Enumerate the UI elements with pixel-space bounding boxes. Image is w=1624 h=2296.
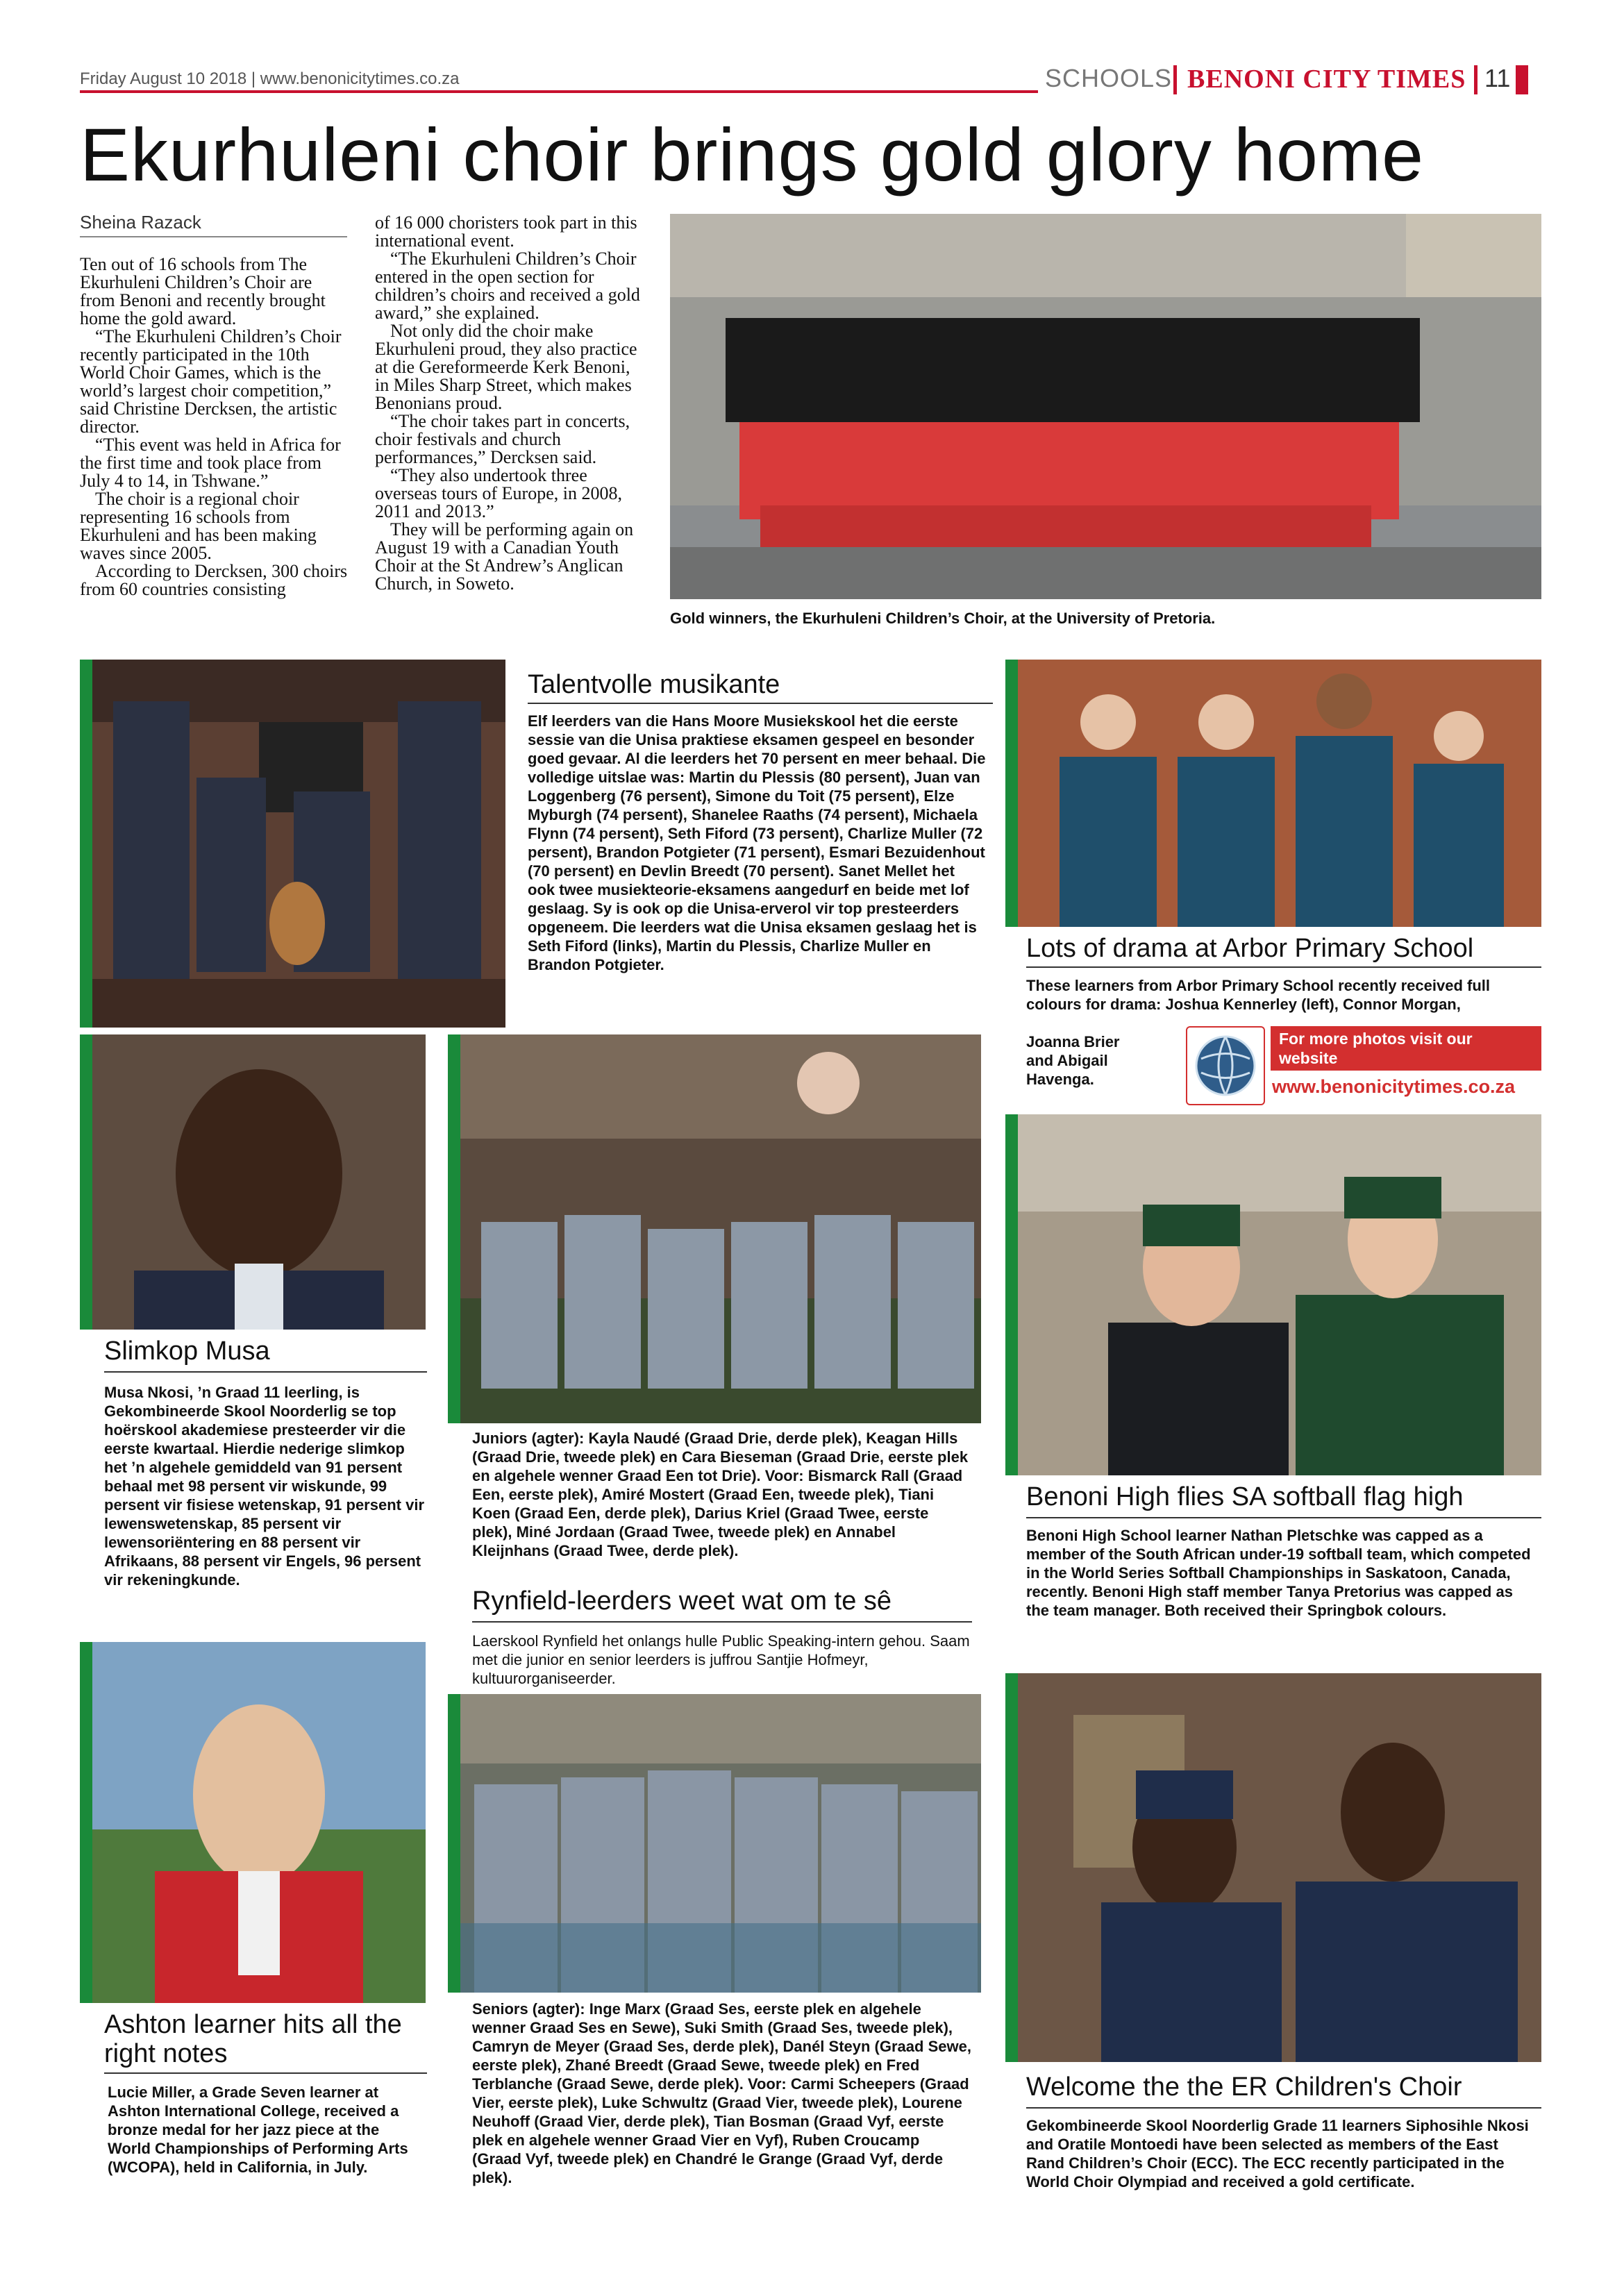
article-paragraph: “The Ekurhuleni Children’s Choir entered in the open section for children’s choirs and received a gold award,” she explained. [375,249,640,323]
rynfield-juniors-photo [460,1034,981,1423]
musa-body: Musa Nkosi, ’n Graad 11 leerling, is Gekombineerde Skool Noorderlig se top hoërskool akademiese presteerder vir die eerste kwartaal. Hierdie nederige slimkop het ’n algehele gemiddeld van 91 persent behaal met 98 persent vir wiskunde, 99 persent vir fisiese wetenskap, 91 persent vir lewenswetenskap, 85 persent vir lewensoriëntering en 88 persent vir Afrikaans, 88 persent vir Engels, 96 persent vir rekeningkunde. [104,1384,425,1589]
article-paragraph: Not only did the choir make Ekurhuleni proud, they also practice at die Gereformeerde Kerk Benoni, in Miles Sharp Street, which makes Benonians proud. [375,321,637,413]
ashton-body: Lucie Miller, a Grade Seven learner at Ashton International College, received a bronze medal for her jazz piece at the World Championships of Performing Arts (WCOPA), held in California, in July. [108,2084,408,2176]
byline-rule [80,236,347,237]
header-rule [80,90,1038,93]
page-number: 11 [1484,64,1511,92]
story-rule [1026,1517,1541,1518]
softball-photo-illustration [1018,1114,1541,1475]
softball-photo [1018,1114,1541,1475]
rynfield-intro: Laerskool Rynfield het onlangs hulle Public Speaking-intern gehou. Saam met die junior en senior leerders is juffrou Santjie Hofmeyr, kultuurorganiseerder. [472,1632,970,1687]
section-label: SCHOOLS [1045,64,1173,92]
story-rule [528,703,993,704]
promo-banner[interactable]: For more photos visit our website [1271,1026,1541,1071]
masthead: BENONI CITY TIMES [1187,65,1466,94]
globe-icon [1187,1028,1264,1104]
arbor-photo-illustration [1018,660,1541,927]
article-paragraph: “This event was held in Africa for the first time and took place from July 4 to 14, in Tshwane.” [80,435,341,491]
ashton-photo-illustration [92,1642,426,2003]
er-choir-photo [1018,1673,1541,2062]
softball-body: Benoni High School learner Nathan Pletschke was capped as a member of the South African under-19 softball team, which competed in the World Series Softball Championships in Saskatoon, Canada, recently. Benoni High staff member Tanya Pretorius was capped as the team manager. Both received their Springbok colours. [1026,1527,1531,1619]
talent-body: Elf leerders van die Hans Moore Musiekskool het die eerste sessie van die Unisa praktiese eksamen gespeel en besonder goed gevaar. Al die leerders het 70 persent en meer behaal. Die volledige uitslae was: Martin du Plessis (80 persent), Juan van Loggenberg (76 persent), Simone du Toit (75 persent), Elze Myburgh (74 persent), Shanelee Raaths (74 persent), Michaela Flynn (74 persent), Seth Fiford (73 persent), Charlize Muller (72 persent), Brandon Potgieter (71 persent), Esmari Bezuidenhout (70 persent) en Devlin Breedt (70 persent). Sanet Mellet het ook twee musiekteorie-eksamens aangedurf en beide met lof geslaag. Sy is ook op die Unisa-erverol vir top presteerders opgeneem. Die leerders wat die Unisa eksamen geslaag het is Seth Fiford (links), Martin du Plessis, Charlize Muller en Brandon Potgieter. [528,712,986,973]
musicians-photo-illustration [92,660,505,1028]
header-divider [1474,65,1477,94]
accent-bar [1005,1114,1018,1475]
accent-bar [1005,660,1018,927]
accent-bar [80,1034,92,1330]
story-rule [1026,2107,1541,2109]
musa-title: Slimkop Musa [104,1336,270,1366]
article-paragraph: According to Dercksen, 300 choirs from 60 countries consisting [80,561,348,599]
accent-bar [80,1642,92,2003]
ashton-title: Ashton learner hits all the right notes [104,2010,402,2068]
article-paragraph: of 16 000 choristers took part in this international event. [375,212,637,251]
ashton-photo [92,1642,426,2003]
er-choir-photo-illustration [1018,1673,1541,2062]
byline: Sheina Razack [80,212,201,233]
header-end-block [1516,65,1528,94]
accent-bar [448,1694,460,1993]
article-paragraph: Ten out of 16 schools from The Ekurhuleni Children’s Choir are from Benoni and recently brought home the gold award. [80,254,326,328]
arbor-body-cont: Joanna Brier and Abigail Havenga. [1026,1033,1120,1088]
rynfield-seniors-photo [460,1694,981,1993]
choir-photo [670,214,1541,599]
arbor-photo [1018,660,1541,927]
header-divider [1173,65,1177,94]
musa-photo [92,1034,426,1330]
softball-title: Benoni High flies SA softball flag high [1026,1482,1464,1511]
story-rule [472,1621,972,1623]
article-paragraph: The choir is a regional choir representing 16 schools from Ekurhuleni and has been making waves since 2005. [80,489,317,563]
article-paragraph: “The Ekurhuleni Children’s Choir recently participated in the 10th World Choir Games, which is the world’s largest choir competition,” said Christine Dercksen, the artistic director. [80,326,342,437]
rynfield-title: Rynfield-leerders weet wat om te sê [472,1586,892,1616]
musicians-photo [92,660,505,1028]
juniors-caption: Juniors (agter): Kayla Naudé (Graad Drie, derde plek), Keagan Hills (Graad Drie, tweede plek) en Cara Bieseman (Graad Drie, eerste plek en algehele wenner Graad Een tot Drie). Voor: Bismarck Rall (Graad Een, eerste plek), Amiré Mostert (Graad Een, tweede plek), Tiani Koen (Graad Een, derde plek), Darius Kriel (Graad Twee, eerste plek), Miné Jordaan (Graad Twee, tweede plek) en Annabel Kleijnhans (Graad Twee, derde plek). [472,1430,969,1559]
article-paragraph: “The choir takes part in concerts, choir festivals and church performances,” Dercksen said. [375,411,630,467]
accent-bar [448,1034,460,1423]
choir-photo-illustration [670,214,1541,599]
article-column-2 [375,214,646,593]
rynfield-seniors-illustration [460,1694,981,1993]
promo-link[interactable]: www.benonicitytimes.co.za [1272,1076,1516,1097]
seniors-caption: Seniors (agter): Inge Marx (Graad Ses, eerste plek en algehele wenner Graad Ses en Sewe), Suki Smith (Graad Ses, tweede plek), Camryn de Meyer (Graad Ses, derde plek), Danél Steyn (Graad Sewe, eerste plek), Zhané Breedt (Graad Sewe, tweede plek) en Fred Terblanche (Graad Sewe, derde plek). Voor: Carmi Scheepers (Graad Vier, eerste plek), Luke Schwultz (Graad Vier, tweede plek), Lourene Neuhoff (Graad Vier, derde plek), Tian Bosman (Graad Vyf, eerste plek en algehele wenner Graad Vier en Vyf), Ruben Croucamp (Graad Vyf, tweede plek) en Chandré le Grange (Graad Vyf, derde plek). [472,2000,971,2186]
header-date-url: Friday August 10 2018 | www.benonicitytimes.co.za [80,69,460,88]
article-column-1 [80,255,351,598]
article-paragraph: “They also undertook three overseas tours of Europe, in 2008, 2011 and 2013.” [375,465,622,521]
talent-title: Talentvolle musikante [528,670,780,699]
arbor-title: Lots of drama at Arbor Primary School [1026,934,1474,963]
story-rule [1026,966,1541,968]
story-rule [104,1371,427,1373]
promo-globe-icon[interactable] [1186,1026,1265,1105]
article-paragraph: They will be performing again on August 19 with a Canadian Youth Choir at the St Andrew’s Anglican Church, in Soweto. [375,519,634,594]
accent-bar [80,660,92,1028]
welcome-body: Gekombineerde Skool Noorderlig Grade 11 learners Siphosihle Nkosi and Oratile Montoedi have been selected as members of the East Rand Children’s Choir (ECC). The ECC recently participated in the World Choir Olympiad and received a gold certificate. [1026,2117,1529,2190]
main-headline: Ekurhuleni choir brings gold glory home [80,112,1425,196]
story-rule [104,2072,427,2074]
choir-photo-caption: Gold winners, the Ekurhuleni Children’s Choir, at the University of Pretoria. [670,610,1216,627]
welcome-title: Welcome the the ER Children's Choir [1026,2072,1462,2102]
arbor-body: These learners from Arbor Primary School recently received full colours for drama: Joshua Kennerley (left), Connor Morgan, [1026,977,1490,1013]
musa-photo-illustration [92,1034,426,1330]
accent-bar [1005,1673,1018,2062]
rynfield-juniors-illustration [460,1034,981,1423]
